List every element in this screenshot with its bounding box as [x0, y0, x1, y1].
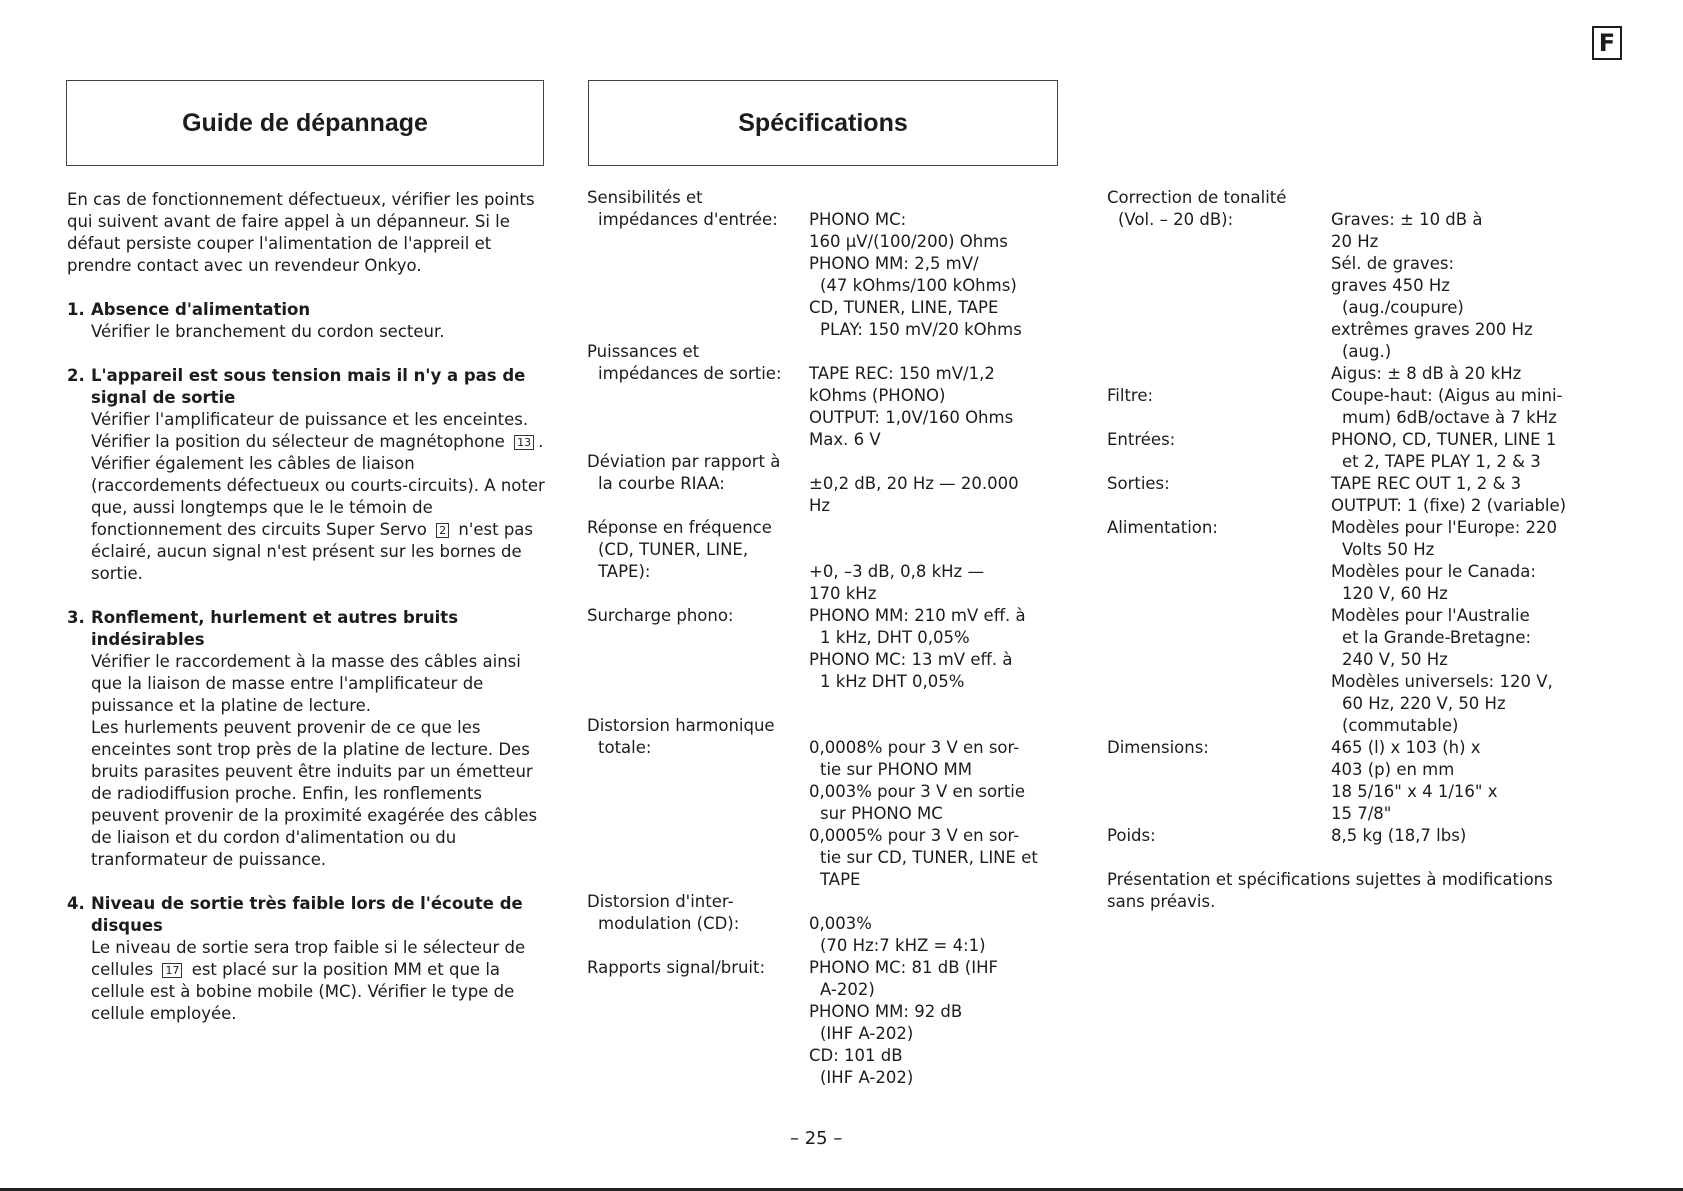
- value-line: 240 V, 50 Hz: [1342, 650, 1448, 669]
- value-line: graves 450 Hz: [1331, 276, 1450, 295]
- label-line: Distorsion harmonique: [587, 716, 775, 735]
- troubleshooting-heading: [66, 80, 544, 166]
- spec-value: [1331, 473, 1587, 517]
- value-line: sur PHONO MC: [820, 804, 943, 823]
- spec-value: [1331, 385, 1587, 429]
- value-line: Modèles universels: 120 V,: [1331, 672, 1553, 691]
- value-line: PHONO MC:: [809, 210, 907, 229]
- value-line: PHONO MC: 81 dB (IHF: [809, 958, 998, 977]
- spec-value: [1331, 825, 1587, 847]
- label-line: totale:: [598, 738, 652, 757]
- value-line: (IHF A-202): [820, 1024, 914, 1043]
- spec-value: [809, 341, 1067, 451]
- value-line: (aug.): [1342, 342, 1392, 361]
- spec-label: [1107, 429, 1331, 473]
- item-paragraph: Vérifier le raccordement à la masse des câbles ainsi que la liaison de masse entre l'amplificateur de puissance et la platine de lecture.: [91, 652, 521, 715]
- item-body: [67, 409, 547, 585]
- value-line: 120 V, 60 Hz: [1342, 584, 1448, 603]
- item-text: n'est pas éclairé, aucun signal n'est présent sur les bornes de sortie.: [91, 520, 534, 583]
- value-line: Hz: [809, 496, 831, 515]
- spec-label: [587, 187, 809, 341]
- spec-value: [809, 187, 1067, 341]
- item-text: . Vérifier également les câbles de liaison (raccordements défectueux ou courts-circuits). A noter que, aussi longtemps que le le témoin de fonctionnement des circuits Super Servo: [91, 432, 545, 539]
- item-number: 3.: [67, 608, 85, 627]
- label-line: Entrées:: [1107, 430, 1176, 449]
- item-title: Niveau de sortie très faible lors de l'écoute de disques: [91, 894, 523, 935]
- value-line: TAPE REC: 150 mV/1,2: [809, 364, 995, 383]
- value-line: Volts 50 Hz: [1342, 540, 1435, 559]
- item-text: Vérifier la position du sélecteur de magnétophone: [91, 432, 505, 451]
- item-text: Le niveau de sortie sera trop faible si le sélecteur de cellules: [91, 938, 526, 979]
- specifications-title: Spécifications: [738, 108, 908, 137]
- troubleshooting-title: Guide de dépannage: [182, 108, 428, 137]
- value-line: 0,003%: [809, 914, 872, 933]
- value-line: +0, –3 dB, 0,8 kHz —: [809, 562, 984, 581]
- spec-label: [587, 605, 809, 693]
- reference-number: 17: [162, 963, 182, 978]
- spec-thd: [587, 715, 1067, 891]
- item-heading: [67, 607, 547, 651]
- value-line: TAPE: [820, 870, 861, 889]
- item-paragraph: Les hurlements peuvent provenir de ce que les enceintes sont trop près de la platine de lecture. Des bruits parasites peuvent être induits par un émetteur de radiodiffusion proche. Enfin, les ronflements peuvent provenir de la proximité exagérée des câbles de liaison et du cordon d'alimentation ou du tranformateur de puissance.: [91, 718, 538, 869]
- label-line: Dimensions:: [1107, 738, 1209, 757]
- value-line: 60 Hz, 220 V, 50 Hz: [1342, 694, 1506, 713]
- spec-phono-overload: [587, 605, 1067, 693]
- item-body: [67, 651, 547, 871]
- language-marker: F: [1592, 26, 1622, 60]
- value-line: PHONO MM: 92 dB: [809, 1002, 963, 1021]
- spec-value: [1331, 517, 1587, 737]
- spec-label: [1107, 825, 1331, 847]
- spec-value: [809, 517, 1067, 605]
- troubleshooting-intro: En cas de fonctionnement défectueux, vérifier les points qui suivent avant de faire appel à un dépanneur. Si le défaut persiste couper l'alimentation de l'appreil et prendre contact avec un revendeur Onkyo.: [67, 190, 535, 275]
- value-line: 18 5/16" x 4 1/16" x: [1331, 782, 1498, 801]
- spec-value: [1331, 429, 1587, 473]
- value-line: 1 kHz DHT 0,05%: [820, 672, 965, 691]
- value-line: Graves: ± 10 dB à: [1331, 210, 1483, 229]
- specifications-column-continued: [1107, 187, 1587, 913]
- spec-inputs: [1107, 429, 1587, 473]
- label-line: Puissances et: [587, 342, 700, 361]
- spec-label: [587, 341, 809, 451]
- item-heading: [67, 893, 547, 937]
- value-line: 0,0005% pour 3 V en sor-: [809, 826, 1020, 845]
- item-number: 1.: [67, 300, 85, 319]
- label-line: Sensibilités et: [587, 188, 703, 207]
- spec-output: [587, 341, 1067, 451]
- value-line: CD: 101 dB: [809, 1046, 903, 1065]
- value-line: et la Grande-Bretagne:: [1342, 628, 1532, 647]
- item-title: L'appareil est sous tension mais il n'y a pas de signal de sortie: [91, 366, 526, 407]
- value-line: mum) 6dB/octave à 7 kHz: [1342, 408, 1557, 427]
- spec-value: [809, 891, 1067, 957]
- spec-label: [1107, 517, 1331, 737]
- item-title: Ronflement, hurlement et autres bruits indésirables: [91, 608, 459, 649]
- troubleshooting-item: [67, 365, 547, 585]
- spec-filter: [1107, 385, 1587, 429]
- value-line: PLAY: 150 mV/20 kOhms: [820, 320, 1022, 339]
- label-line: (CD, TUNER, LINE,: [598, 540, 749, 559]
- spec-label: [1107, 187, 1331, 385]
- item-title: Absence d'alimentation: [91, 300, 311, 319]
- page-number: – 25 –: [790, 1128, 843, 1149]
- value-line: 403 (p) en mm: [1331, 760, 1455, 779]
- value-line: Modèles pour l'Australie: [1331, 606, 1530, 625]
- value-line: (47 kOhms/100 kOhms): [820, 276, 1017, 295]
- reference-number: 13: [514, 435, 534, 450]
- value-line: 465 (l) x 103 (h) x: [1331, 738, 1481, 757]
- spec-label: [587, 715, 809, 891]
- item-number: 4.: [67, 894, 85, 913]
- label-line: la courbe RIAA:: [598, 474, 725, 493]
- value-line: PHONO MM: 210 mV eff. à: [809, 606, 1026, 625]
- value-line: Max. 6 V: [809, 430, 881, 449]
- label-line: TAPE):: [598, 562, 651, 581]
- value-line: 0,003% pour 3 V en sortie: [809, 782, 1026, 801]
- troubleshooting-item: [67, 299, 547, 343]
- value-line: Aigus: ± 8 dB à 20 kHz: [1331, 364, 1522, 383]
- item-paragraph: [91, 431, 547, 585]
- spec-label: [587, 451, 809, 517]
- item-paragraph: Vérifier l'amplificateur de puissance et les enceintes.: [91, 410, 529, 429]
- value-line: Coupe-haut: (Aigus au mini-: [1331, 386, 1563, 405]
- label-line: Distorsion d'inter-: [587, 892, 734, 911]
- spec-label: [587, 957, 809, 1089]
- value-line: kOhms (PHONO): [809, 386, 946, 405]
- value-line: Modèles pour l'Europe: 220: [1331, 518, 1558, 537]
- value-line: 0,0008% pour 3 V en sor-: [809, 738, 1020, 757]
- spec-value: [809, 715, 1067, 891]
- label-line: Rapports signal/bruit:: [587, 958, 766, 977]
- value-line: CD, TUNER, LINE, TAPE: [809, 298, 999, 317]
- label-line: Surcharge phono:: [587, 606, 734, 625]
- label-line: impédances de sortie:: [598, 364, 782, 383]
- spec-frequency-response: [587, 517, 1067, 605]
- item-body: [67, 937, 547, 1025]
- value-line: OUTPUT: 1,0V/160 Ohms: [809, 408, 1014, 427]
- item-heading: [67, 365, 547, 409]
- value-line: PHONO, CD, TUNER, LINE 1: [1331, 430, 1557, 449]
- item-heading: [67, 299, 547, 321]
- spec-label: [587, 891, 809, 957]
- spec-value: [809, 605, 1067, 693]
- spec-value: [809, 451, 1067, 517]
- spec-value: [809, 957, 1067, 1089]
- troubleshooting-item: [67, 607, 547, 871]
- value-line: (IHF A-202): [820, 1068, 914, 1087]
- value-line: A-202): [820, 980, 875, 999]
- label-line: Sorties:: [1107, 474, 1170, 493]
- label-line: Poids:: [1107, 826, 1156, 845]
- label-line: Filtre:: [1107, 386, 1154, 405]
- spec-dimensions: [1107, 737, 1587, 825]
- label-line: modulation (CD):: [598, 914, 740, 933]
- value-line: (70 Hz:7 kHZ = 4:1): [820, 936, 986, 955]
- value-line: ±0,2 dB, 20 Hz — 20.000: [809, 474, 1019, 493]
- value-line: (commutable): [1342, 716, 1459, 735]
- troubleshooting-column: [67, 189, 547, 1047]
- reference-number: 2: [436, 523, 449, 538]
- spec-snr: [587, 957, 1067, 1089]
- spec-input: [587, 187, 1067, 341]
- value-line: 8,5 kg (18,7 lbs): [1331, 826, 1467, 845]
- label-line: impédances d'entrée:: [598, 210, 778, 229]
- value-line: OUTPUT: 1 (fixe) 2 (variable): [1331, 496, 1567, 515]
- value-line: 1 kHz, DHT 0,05%: [820, 628, 970, 647]
- label-line: Déviation par rapport à: [587, 452, 781, 471]
- spec-change-notice: Présentation et spécifications sujettes à modifications sans préavis.: [1107, 870, 1553, 911]
- label-line: Alimentation:: [1107, 518, 1218, 537]
- troubleshooting-item: [67, 893, 547, 1025]
- item-text: est placé sur la position MM et que la cellule est à bobine mobile (MC). Vérifier le type de cellule employée.: [91, 960, 515, 1023]
- value-line: PHONO MM: 2,5 mV/: [809, 254, 979, 273]
- spec-power-supply: [1107, 517, 1587, 737]
- value-line: 170 kHz: [809, 584, 877, 603]
- value-line: 160 µV/(100/200) Ohms: [809, 232, 1008, 251]
- value-line: tie sur PHONO MM: [820, 760, 972, 779]
- specifications-column: [587, 187, 1067, 1089]
- spec-imd: [587, 891, 1067, 957]
- spec-weight: [1107, 825, 1587, 847]
- item-body: Vérifier le branchement du cordon secteur.: [91, 322, 445, 341]
- spec-value: [1331, 187, 1587, 385]
- value-line: tie sur CD, TUNER, LINE et: [820, 848, 1038, 867]
- value-line: 20 Hz: [1331, 232, 1379, 251]
- value-line: Modèles pour le Canada:: [1331, 562, 1536, 581]
- value-line: extrêmes graves 200 Hz: [1331, 320, 1533, 339]
- value-line: Sél. de graves:: [1331, 254, 1455, 273]
- spec-outputs: [1107, 473, 1587, 517]
- spec-label: [1107, 473, 1331, 517]
- spec-riaa: [587, 451, 1067, 517]
- spec-label: [1107, 737, 1331, 825]
- value-line: et 2, TAPE PLAY 1, 2 & 3: [1342, 452, 1541, 471]
- value-line: 15 7/8": [1331, 804, 1392, 823]
- label-line: Correction de tonalité: [1107, 188, 1287, 207]
- label-line: Réponse en fréquence: [587, 518, 772, 537]
- spec-value: [1331, 737, 1587, 825]
- spec-label: [587, 517, 809, 605]
- value-line: PHONO MC: 13 mV eff. à: [809, 650, 1013, 669]
- item-number: 2.: [67, 366, 85, 385]
- value-line: (aug./coupure): [1342, 298, 1464, 317]
- label-line: (Vol. – 20 dB):: [1118, 210, 1234, 229]
- spec-tone-control: [1107, 187, 1587, 385]
- specifications-heading: [588, 80, 1058, 166]
- value-line: TAPE REC OUT 1, 2 & 3: [1331, 474, 1522, 493]
- spec-label: [1107, 385, 1331, 429]
